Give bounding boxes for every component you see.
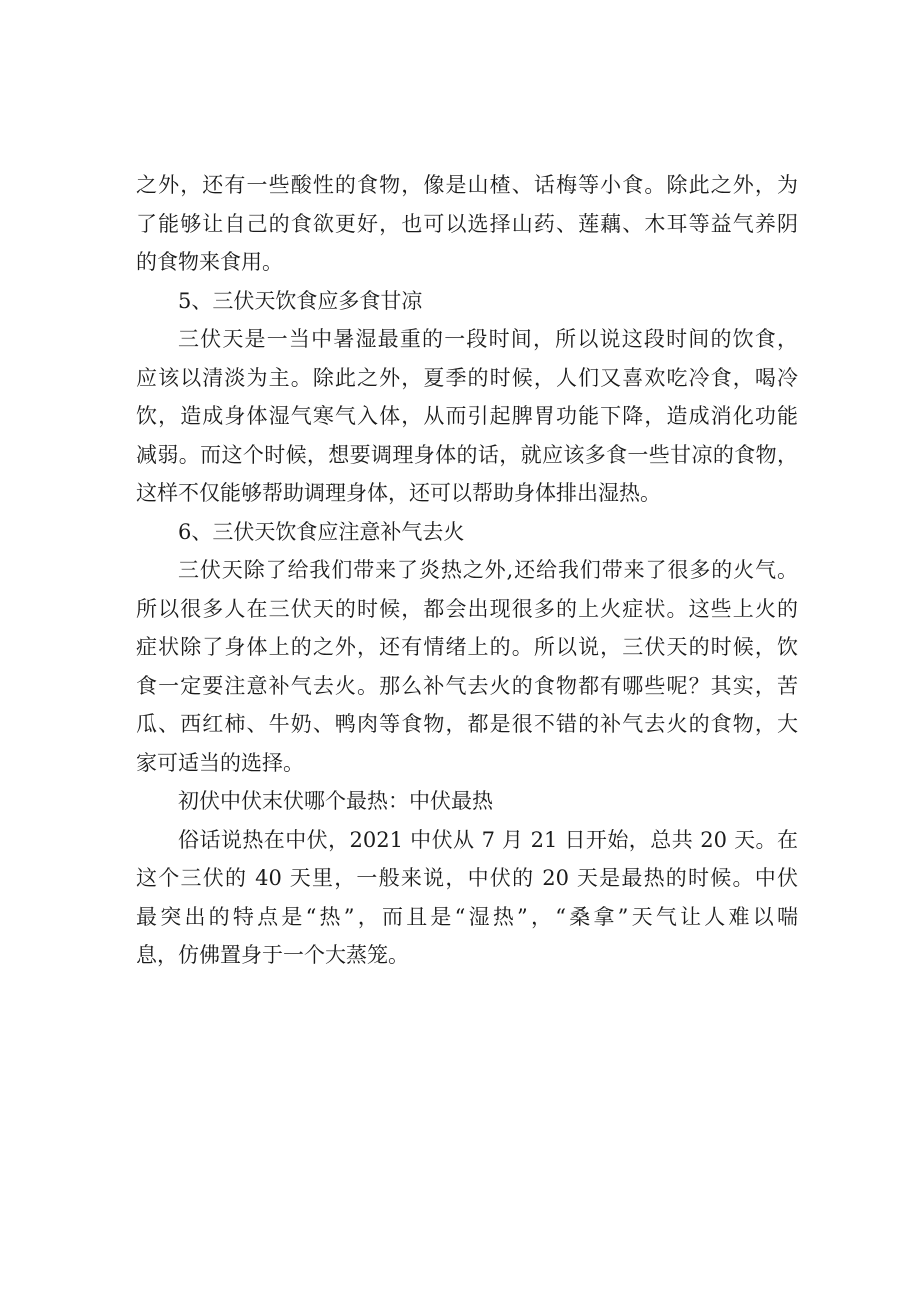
section-heading: 初伏中伏末伏哪个最热：中伏最热 [178,789,493,813]
paragraph-line: 息，仿佛置身于一个大蒸笼。 [136,943,409,967]
paragraph-line: 的食物来食用。 [136,250,283,274]
paragraph-line: 所以很多人在三伏天的时候，都会出现很多的上火症状。这些上火的 [136,596,798,621]
paragraph-line: 了能够让自己的食欲更好，也可以选择山药、莲藕、木耳等益气养阴 [136,211,798,236]
section-heading: 6、三伏天饮食应注意补气去火 [178,519,465,544]
section-heading: 5、三伏天饮食应多食甘凉 [178,288,423,313]
paragraph-line: 应该以清淡为主。除此之外，夏季的时候，人们又喜欢吃冷食，喝冷 [136,365,798,390]
paragraph-line: 之外，还有一些酸性的食物，像是山楂、话梅等小食。除此之外，为 [136,173,798,197]
paragraph-line: 食一定要注意补气去火。那么补气去火的食物都有哪些呢？其实，苦 [136,673,798,698]
paragraph-line: 三伏天是一当中暑湿最重的一段时间，所以说这段时间的饮食， [178,327,798,351]
paragraph-line: 俗话说热在中伏，2021 中伏从 7 月 21 日开始，总共 20 天。在 [178,827,798,852]
paragraph-line: 症状除了身体上的之外，还有情绪上的。所以说，三伏天的时候，饮 [136,635,798,659]
document-body [136,166,798,975]
paragraph-line: 家可适当的选择。 [136,750,304,775]
paragraph-line: 三伏天除了给我们带来了炎热之外,还给我们带来了很多的火气。 [178,558,798,582]
paragraph-line: 最突出的特点是“热”，而且是“湿热”，“桑拿”天气让人难以喘 [136,904,798,929]
paragraph-line: 饮，造成身体湿气寒气入体，从而引起脾胃功能下降，造成消化功能 [136,404,798,428]
paragraph-line: 减弱。而这个时候，想要调理身体的话，就应该多食一些甘凉的食物， [136,442,798,467]
paragraph-line: 这个三伏的 40 天里，一般来说，中伏的 20 天是最热的时候。中伏 [136,866,798,890]
paragraph-line: 这样不仅能够帮助调理身体，还可以帮助身体排出湿热。 [136,481,661,505]
paragraph-line: 瓜、西红柿、牛奶、鸭肉等食物，都是很不错的补气去火的食物，大 [136,712,798,736]
